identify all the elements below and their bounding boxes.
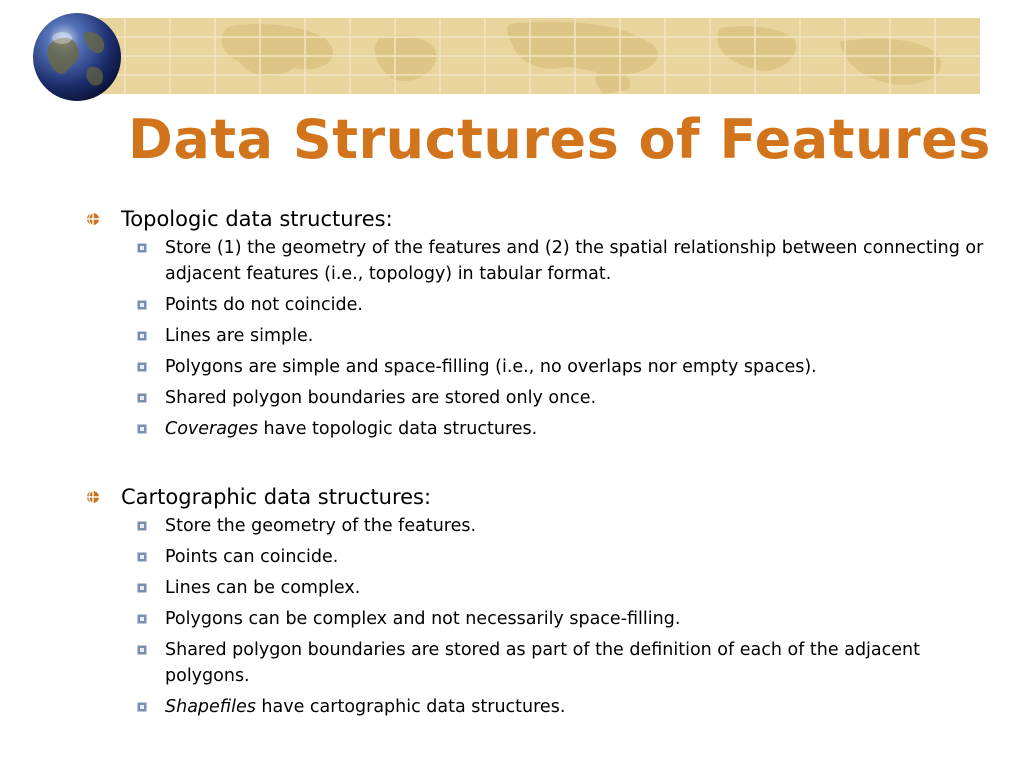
square-bullet-icon (137, 362, 147, 372)
square-bullet-icon (137, 645, 147, 655)
globe-bullet-icon (86, 212, 100, 226)
globe-bullet-icon (86, 490, 100, 504)
list-item: Shared polygon boundaries are stored only once. (86, 385, 986, 411)
world-map-banner (80, 18, 980, 94)
slide-title: Data Structures of Features (128, 108, 991, 171)
list-item: Store the geometry of the features. (86, 513, 986, 539)
section-heading (86, 484, 986, 510)
square-bullet-icon (137, 702, 147, 712)
section-heading-text: Topologic data structures: (121, 207, 393, 231)
list-item: Points can coincide. (86, 544, 986, 570)
square-bullet-icon (137, 583, 147, 593)
square-bullet-icon (137, 521, 147, 531)
list-item: Polygons are simple and space-filling (i.e., no overlaps nor empty spaces). (86, 354, 986, 380)
square-bullet-icon (137, 331, 147, 341)
square-bullet-icon (137, 424, 147, 434)
cartographic-list (86, 513, 986, 720)
globe-icon (32, 12, 122, 102)
section-cartographic (86, 484, 986, 725)
section-topologic (86, 206, 986, 447)
list-item: Shapefiles have cartographic data structures. (86, 694, 986, 720)
list-item: Store (1) the geometry of the features and (2) the spatial relationship between connecting or adjacent features (i.e., topology) in tabular format. (86, 235, 986, 287)
list-item: Lines are simple. (86, 323, 986, 349)
square-bullet-icon (137, 614, 147, 624)
section-heading-text: Cartographic data structures: (121, 485, 432, 509)
square-bullet-icon (137, 243, 147, 253)
topologic-list (86, 235, 986, 442)
list-item: Shared polygon boundaries are stored as part of the definition of each of the adjacent polygons. (86, 637, 986, 689)
list-item: Points do not coincide. (86, 292, 986, 318)
list-item: Polygons can be complex and not necessarily space-filling. (86, 606, 986, 632)
list-item: Coverages have topologic data structures. (86, 416, 986, 442)
section-heading (86, 206, 986, 232)
square-bullet-icon (137, 300, 147, 310)
square-bullet-icon (137, 552, 147, 562)
square-bullet-icon (137, 393, 147, 403)
list-item: Lines can be complex. (86, 575, 986, 601)
